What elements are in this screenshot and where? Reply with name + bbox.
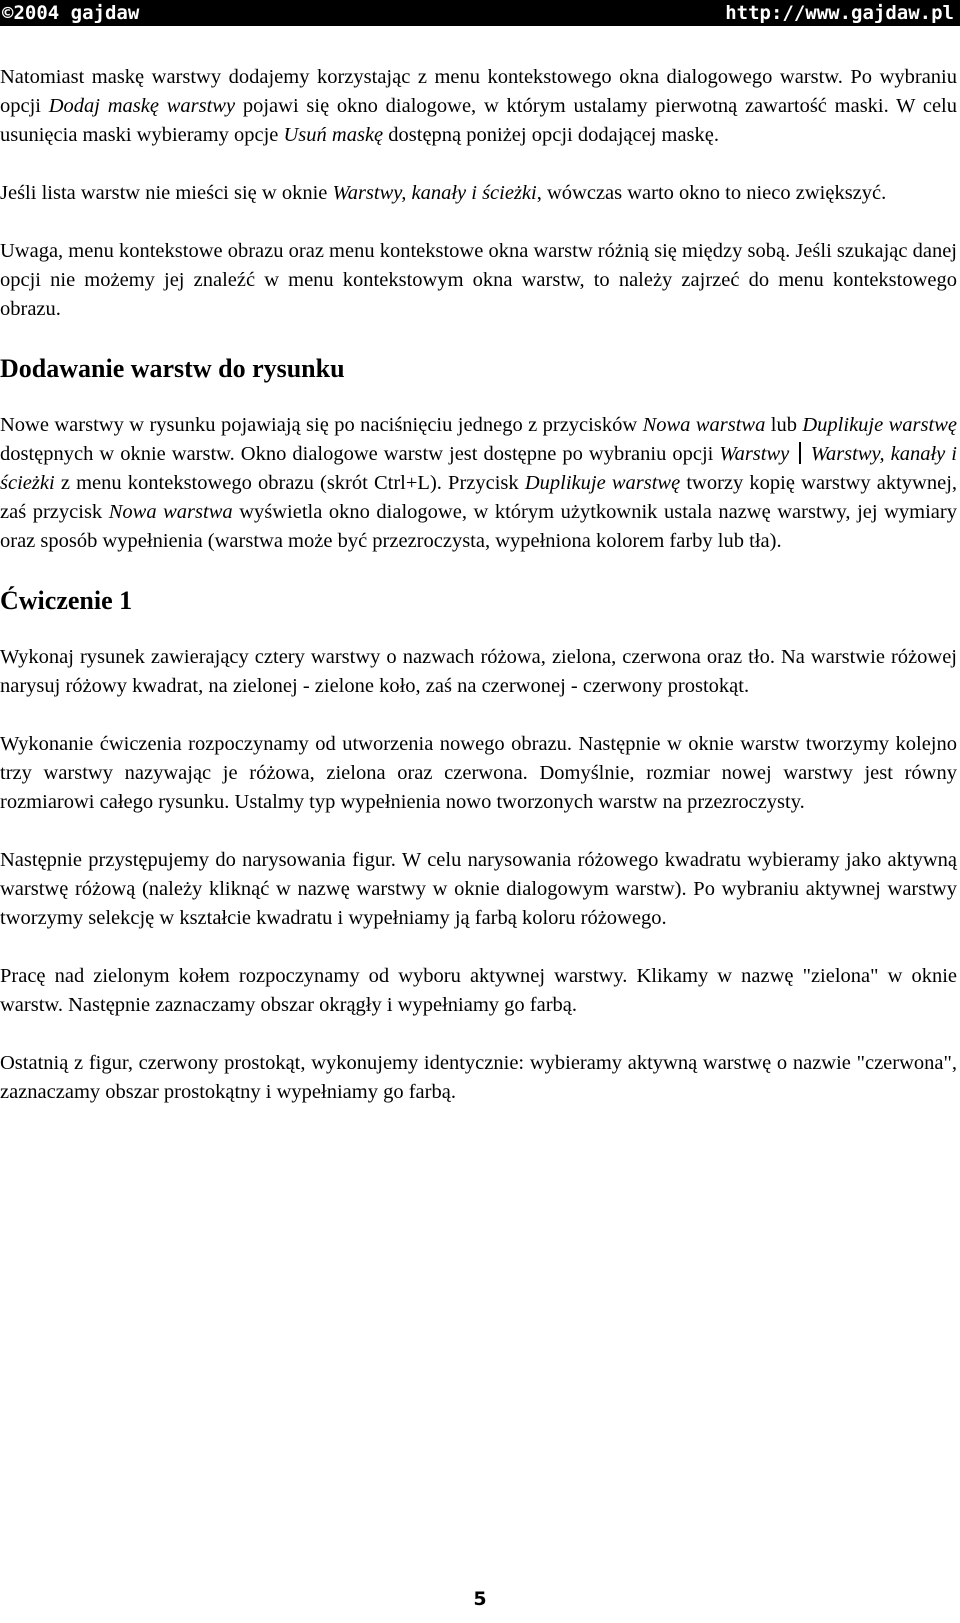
emphasized-text: Duplikuje warstwę	[802, 414, 957, 436]
section-paragraph	[0, 411, 957, 556]
document-body	[0, 63, 957, 1136]
menu-path-separator	[799, 442, 801, 464]
website-url: http://www.gajdaw.pl	[725, 2, 954, 24]
text-span: lub	[765, 414, 803, 436]
emphasized-text: Warstwy, kanały i ścieżki	[0, 443, 957, 494]
emphasized-text: Warstwy	[719, 443, 790, 465]
emphasized-text: Nowa warstwa	[642, 414, 766, 436]
text-span: wyświetla okno dialogowe, w którym użytkownik ustala nazwę warstwy, jej wymiary oraz sposób wypełnienia (warstwa może być przezroczysta, wypełniona kolorem farby lub tła).	[0, 501, 957, 552]
text-span: tworzy kopię warstwy aktywnej, zaś przycisk	[0, 472, 958, 523]
text-span: z menu kontekstowego obrazu (skrót Ctrl+L). Przycisk	[54, 472, 525, 494]
text-span: Jeśli lista warstw nie mieści się w oknie	[0, 182, 333, 204]
body-paragraph	[0, 179, 957, 208]
exercise-paragraph: Ostatnią z figur, czerwony prostokąt, wykonujemy identycznie: wybieramy aktywną warstwę o nazwie "czerwona", zaznaczamy obszar prostokątny i wypełniamy go farbą.	[0, 1052, 957, 1103]
exercise-section	[0, 643, 957, 1107]
section-heading-layers: Dodawanie warstw do rysunku	[0, 354, 345, 383]
emphasized-text: Dodaj maskę warstwy	[48, 95, 236, 117]
text-span: Uwaga, menu kontekstowe obrazu oraz menu kontekstowe okna warstw różnią się między sobą. Jeśli szukając danej opcji nie możemy jej znaleźć w menu kontekstowym okna warstw, to należy zajrzeć do menu kontekstowego obrazu.	[0, 240, 957, 320]
exercise-paragraph: Wykonanie ćwiczenia rozpoczynamy od utworzenia nowego obrazu. Następnie w oknie warstw tworzymy kolejno trzy warstwy nazywając je różowa, zielona oraz czerwona. Domyślnie, rozmiar nowej warstwy jest równy rozmiarowi całego rysunku. Ustalmy typ wypełnienia nowo tworzonych warstw na przezroczysty.	[0, 733, 957, 813]
copyright-text: ©2004 gajdaw	[2, 2, 140, 24]
emphasized-text: Duplikuje warstwę	[524, 472, 681, 494]
body-paragraph	[0, 63, 957, 150]
exercise-paragraph: Pracę nad zielonym kołem rozpoczynamy od wyboru aktywnej warstwy. Klikamy w nazwę "zielona" w oknie warstw. Następnie zaznaczamy obszar okrągły i wypełniamy go farbą.	[0, 965, 957, 1016]
text-span: dostępnych w oknie warstw. Okno dialogowe warstw jest dostępne po wybraniu opcji	[0, 443, 720, 465]
emphasized-text: Usuń maskę	[283, 124, 384, 146]
exercise-paragraph: Wykonaj rysunek zawierający cztery warstwy o nazwach różowa, zielona, czerwona oraz tło. Na warstwie różowej narysuj różowy kwadrat, na zielonej - zielone koło, zaś na czerwonej - czerwony prostokąt.	[0, 646, 957, 697]
exercise-paragraph: Następnie przystępujemy do narysowania figur. W celu narysowania różowego kwadratu wybieramy jako aktywną warstwę różową (należy kliknąć w nazwę warstwy w oknie dialogowym warstw). Po wybraniu aktywnej warstwy tworzymy selekcję w kształcie kwadratu i wypełniamy ją farbą koloru różowego.	[0, 849, 957, 929]
text-span: pojawi się okno dialogowe, w którym ustalamy pierwotną zawartość maski. W celu usunięcia maski wybieramy opcje	[0, 95, 958, 146]
emphasized-text: Warstwy, kanały i ścieżki	[332, 182, 537, 204]
intro-section	[0, 63, 957, 324]
page-number: 5	[473, 1588, 487, 1610]
text-span: dostępną poniżej opcji dodającej maskę.	[383, 124, 719, 146]
body-paragraph	[0, 237, 957, 324]
text-span: Nowe warstwy w rysunku pojawiają się po naciśnięciu jednego z przycisków	[0, 414, 643, 436]
text-span: , wówczas warto okno to nieco zwiększyć.	[536, 182, 887, 204]
page-header	[0, 0, 960, 26]
emphasized-text: Nowa warstwa	[108, 501, 233, 523]
text-span: Natomiast maskę warstwy dodajemy korzystając z menu kontekstowego okna dialogowego warstw. Po wybraniu opcji	[0, 66, 957, 117]
section-heading-exercise: Ćwiczenie 1	[0, 586, 133, 615]
